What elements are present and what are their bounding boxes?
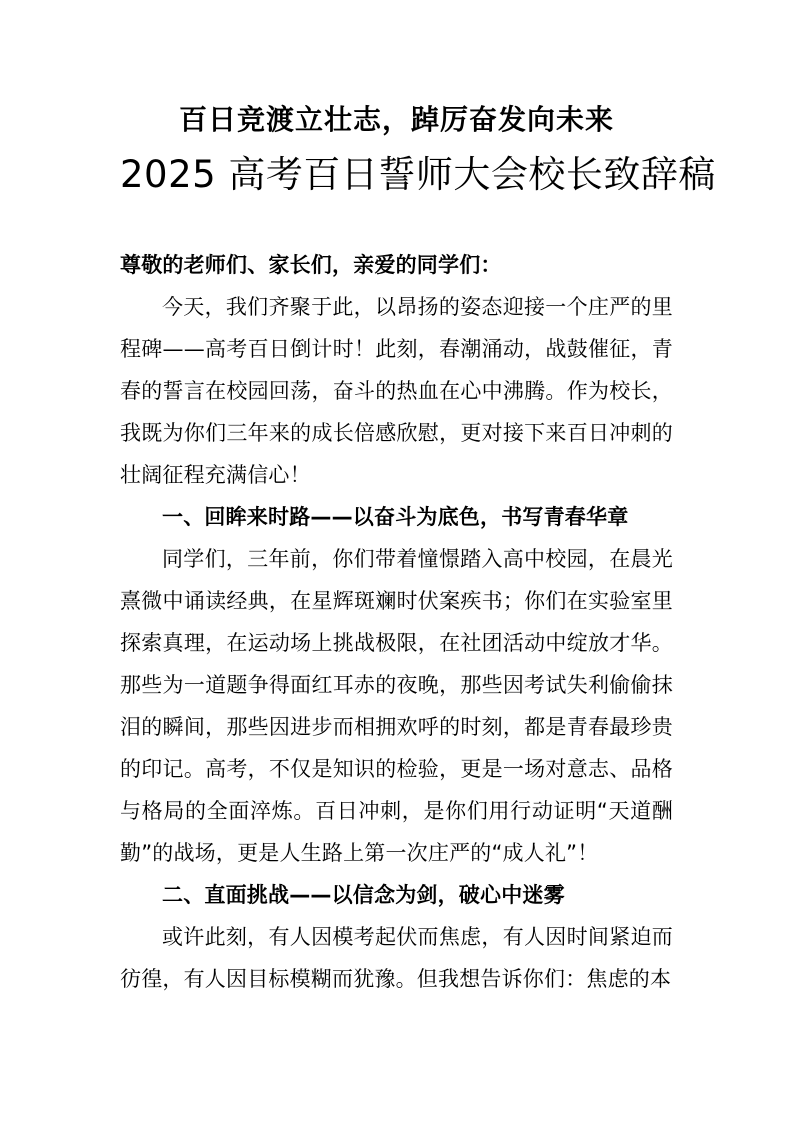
document-title-line2: 2025 高考百日誓师大会校长致辞稿	[120, 153, 716, 196]
section-heading: 一、回眸来时路——以奋斗为底色，书写青春华章	[162, 505, 629, 529]
paragraph: 同学们，三年前，你们带着憧憬踏入高中校园，在晨光熹微中诵读经典，在星辉斑斓时伏案疾书；你们在实验室里探索真理，在运动场上挑战极限，在社团活动中绽放才华。那些为一道题争得面红耳赤的夜晚，那些因考试失利偷偷抹泪的瞬间，那些因进步而相拥欢呼的时刻，都是青春最珍贵的印记。高考，不仅是知识的检验，更是一场对意志、品格与格局的全面淬炼。百日冲刺，是你们用行动证明“天道酬勤”的战场，更是人生路上第一次庄严的“成人礼”！	[120, 547, 673, 865]
document-title-line1: 百日竞渡立壮志，踔厉奋发向未来	[178, 103, 614, 136]
paragraph: 或许此刻，有人因模考起伏而焦虑，有人因时间紧迫而彷徨，有人因目标模糊而犹豫。但我想告诉你们：焦虑的本	[120, 925, 673, 991]
section-heading: 尊敬的老师们、家长们，亲爱的同学们：	[120, 253, 502, 277]
document-body	[120, 244, 673, 1000]
document-content	[120, 96, 716, 1000]
section-heading: 二、直面挑战——以信念为剑，破心中迷雾	[162, 883, 565, 907]
paragraph: 今天，我们齐聚于此，以昂扬的姿态迎接一个庄严的里程碑——高考百日倒计时！此刻，春潮涌动，战鼓催征，青春的誓言在校园回荡，奋斗的热血在心中沸腾。作为校长，我既为你们三年来的成长倍感欣慰，更对接下来百日冲刺的壮阔征程充满信心！	[120, 295, 673, 487]
